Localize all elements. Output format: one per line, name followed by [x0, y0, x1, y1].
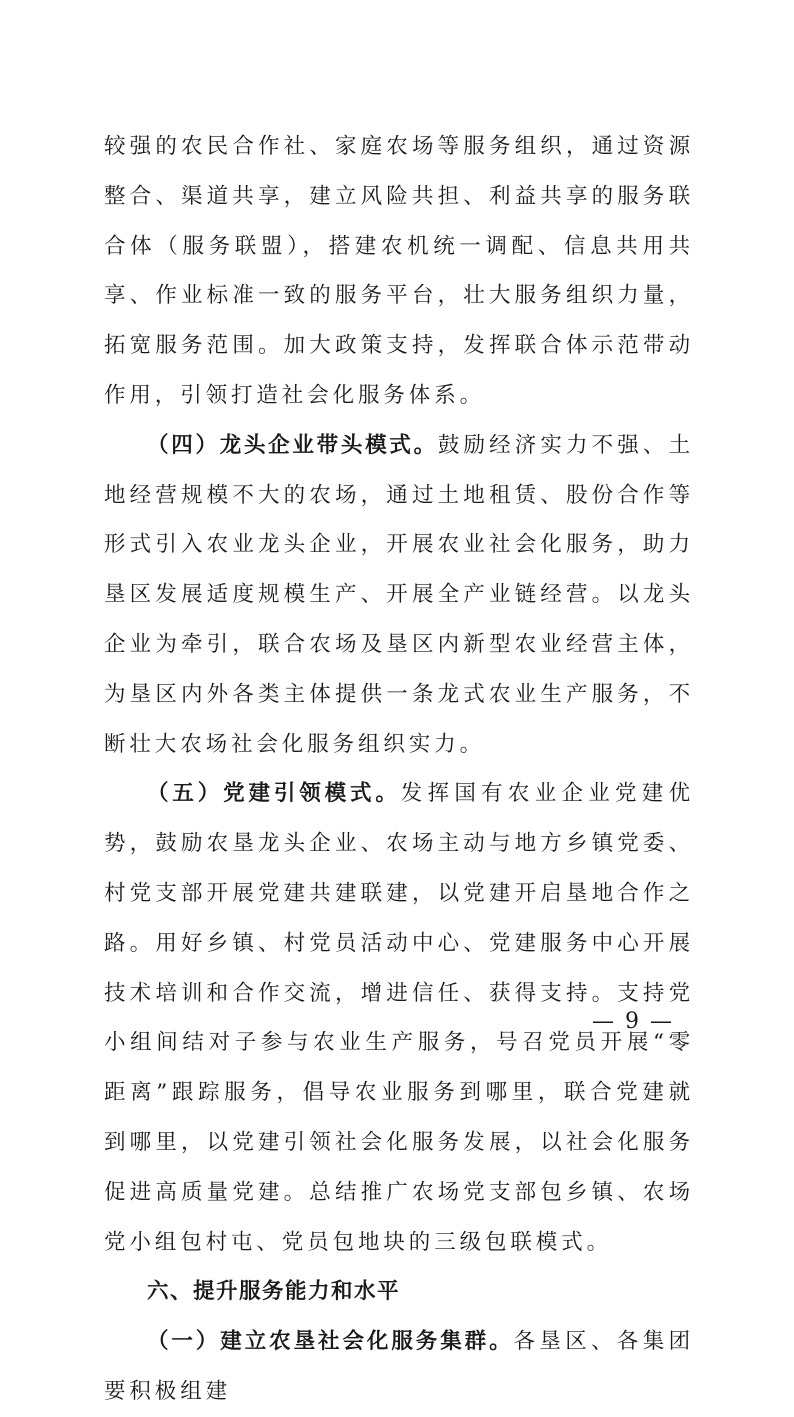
paragraph-service-cluster [104, 1317, 694, 1417]
paragraph-text: 发挥国有农业企业党建优势，鼓励农垦龙头企业、农场主动与地方乡镇党委、村党支部开展党建共建联建，以党建开启垦地合作之路。用好乡镇、村党员活动中心、党建服务中心开展技术培训和合作交流，增进信任、获得支持。支持党小组间结对子参与农业生产服务，号召党员开展“零距离”跟踪服务，倡导农业服务到哪里，联合党建就到哪里，以党建引领社会化服务发展，以社会化服务促进高质量党建。总结推广农场党支部包乡镇、农场党小组包村屯、党员包地块的三级包联模式。 [104, 781, 694, 1255]
paragraph-text: 各垦区、各集团要积极组建 [104, 1329, 694, 1404]
page-number: — 9 — [592, 1009, 674, 1034]
paragraph-title: （四）龙头企业带头模式。 [147, 432, 438, 458]
paragraph-text: 鼓励经济实力不强、土地经营规模不大的农场，通过土地租赁、股份合作等形式引入农业龙头企业，开展农业社会化服务，助力垦区发展适度规模生产、开展全产业链经营。以龙头企业为牵引，联合农场及垦区内新型农业经营主体，为垦区内外各类主体提供一条龙式农业生产服务，不断壮大农场社会化服务组织实力。 [104, 432, 694, 757]
paragraph-service-alliance [104, 122, 694, 421]
paragraph-leading-enterprise [104, 421, 694, 770]
document-body [104, 122, 694, 1417]
paragraph-title: （五）党建引领模式。 [147, 781, 401, 807]
paragraph-text: 较强的农民合作社、家庭农场等服务组织，通过资源整合、渠道共享，建立风险共担、利益共享的服务联合体（服务联盟），搭建农机统一调配、信息共用共享、作业标准一致的服务平台，壮大服务组织力量，拓宽服务范围。加大政策支持，发挥联合体示范带动作用，引领打造社会化服务体系。 [104, 134, 694, 408]
section-heading: 六、提升服务能力和水平 [147, 1279, 401, 1305]
paragraph-title: （一）建立农垦社会化服务集群。 [147, 1329, 514, 1355]
